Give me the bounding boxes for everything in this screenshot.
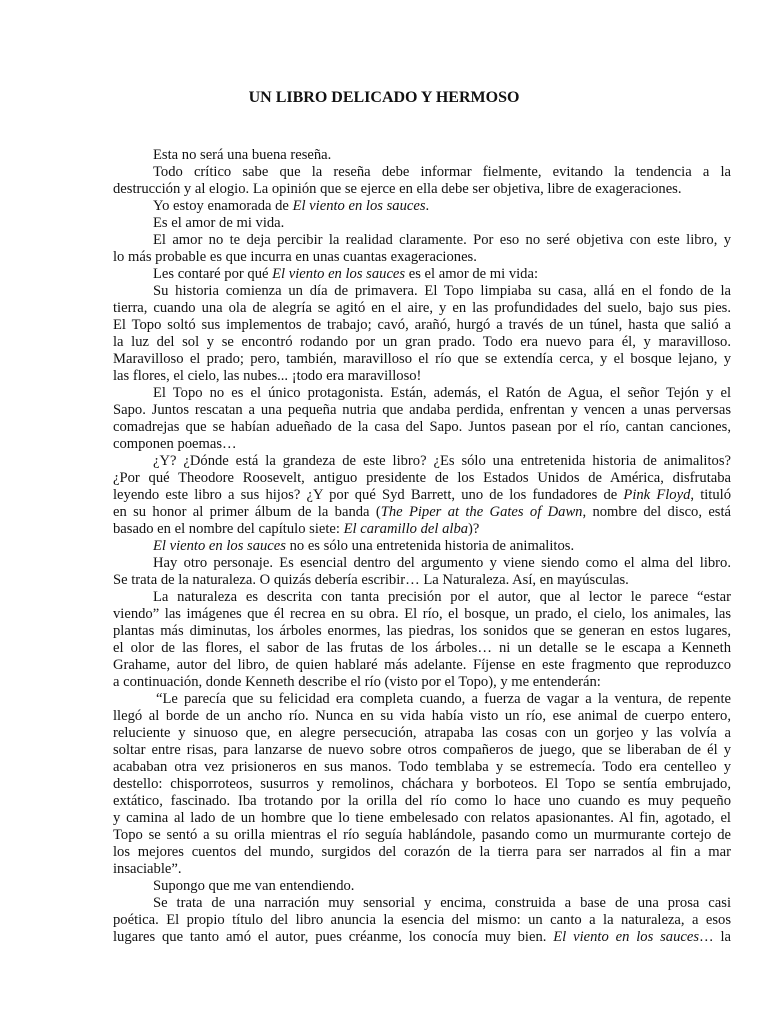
text-line <box>113 725 731 742</box>
text-segment: lugares que tanto amó el autor, pues créanme, los conocía muy bien. <box>113 929 554 945</box>
text-line <box>113 759 731 776</box>
text-segment: viendo” las imágenes que él recrea en su obra. El río, el bosque, un prado, el cielo, los animales, las <box>113 606 731 622</box>
italic-title: Pink Floyd <box>623 487 691 503</box>
text-segment: es el amor de mi vida: <box>405 266 539 282</box>
text-line <box>153 164 731 181</box>
text-segment: acababan otra vez prisioneros en sus manos. Todo temblaba y se estremecía. Todo era centelleo y <box>113 759 731 775</box>
text-line <box>113 912 731 929</box>
text-segment: ¿Por qué Theodore Roosevelt, antiguo presidente de los Estados Unidos de América, disfrutaba <box>113 470 731 486</box>
text-segment: , tituló <box>690 487 732 503</box>
text-segment: Grahame, autor del libro, de quien hablaré más adelante. Fíjense en este fragmento que reproduzco <box>113 657 731 673</box>
text-line <box>153 555 731 572</box>
text-segment: llegó al borde de un ancho río. Nunca en su vida había visto un río, ese animal de cuerpo entero, <box>113 708 731 724</box>
text-segment: en su honor al primer álbum de la banda ( <box>113 504 381 520</box>
text-segment: ¿Y? ¿Dónde está la grandeza de este libro? ¿Es sólo una entretenida historia de animalitos? <box>153 453 731 469</box>
text-line <box>113 504 731 521</box>
text-segment: componen poemas… <box>113 436 237 452</box>
text-segment: lo más probable es que incurra en unas cuantas exageraciones. <box>113 249 477 265</box>
text-line <box>113 300 731 317</box>
text-segment: La naturaleza es descrita con tanta precisión por el autor, que al lector le parece “estar <box>153 589 731 605</box>
text-line <box>153 266 731 283</box>
text-line <box>113 317 731 334</box>
text-line <box>113 827 731 844</box>
text-segment: extático, fascinado. Iba trotando por la orilla del río como lo hace uno cuando es muy pequeño <box>113 793 731 809</box>
text-segment: . <box>425 198 430 214</box>
text-segment: Topo se sentó a su orilla mientras el río seguía hablándole, pasando como un murmurante cortejo de <box>113 827 731 843</box>
text-line <box>153 283 731 300</box>
text-line <box>153 538 731 555</box>
text-line <box>153 215 731 232</box>
text-line <box>153 878 731 895</box>
text-line <box>113 351 731 368</box>
text-segment: … la <box>699 929 731 945</box>
text-line <box>113 861 731 878</box>
text-segment: Se trata de la naturaleza. O quizás debería escribir… La Naturaleza. Así, en mayúsculas. <box>113 572 629 588</box>
text-line <box>113 657 731 674</box>
italic-title: El viento en los sauces <box>553 929 700 945</box>
text-segment: soltar entre risas, para lanzarse de nuevo sobre otros compañeros de juego, que se liberaban de él y <box>113 742 731 758</box>
text-segment: Sapo. Juntos rescatan a una pequeña nutria que andaba perdida, enfrentan y vencen a unas perversas <box>113 402 731 418</box>
text-segment: insaciable”. <box>113 861 182 877</box>
italic-title: El viento en los sauces <box>272 266 406 282</box>
text-line <box>113 793 731 810</box>
text-segment: “Le parecía que su felicidad era completa cuando, a fuerza de vagar a la ventura, de repente <box>156 691 731 707</box>
text-line <box>113 368 731 385</box>
italic-title: El caramillo del alba <box>343 521 469 537</box>
text-line <box>153 198 731 215</box>
text-segment: Su historia comienza un día de primavera. El Topo limpiaba su casa, allá en el fondo de la <box>153 283 731 299</box>
text-segment: Yo estoy enamorada de <box>153 198 293 214</box>
text-line <box>113 402 731 419</box>
text-segment: Les contaré por qué <box>153 266 273 282</box>
text-line <box>113 742 731 759</box>
italic-title: El viento en los sauces <box>292 198 426 214</box>
text-line <box>113 810 731 827</box>
text-line <box>113 436 731 453</box>
text-segment: y camina al lado de un hombre que lo tiene embelesado con relatos apasionantes. Al fin, agotado, el <box>113 810 731 826</box>
italic-title: The Piper at the Gates of Dawn <box>380 504 583 520</box>
text-segment: )? <box>468 521 480 537</box>
text-segment: Todo crítico sabe que la reseña debe informar fielmente, evitando la tendencia a la <box>153 164 731 180</box>
document-title: UN LIBRO DELICADO Y HERMOSO <box>248 89 520 106</box>
text-line <box>113 606 731 623</box>
text-line <box>153 589 731 606</box>
text-line <box>113 521 731 538</box>
text-segment: no es sólo una entretenida historia de animalitos. <box>285 538 575 554</box>
text-segment: Esta no será una buena reseña. <box>153 147 332 163</box>
italic-title: El viento en los sauces <box>153 538 286 554</box>
text-line <box>153 385 731 402</box>
text-segment: leyendo este libro a sus hijos? ¿Y por qué Syd Barrett, uno de los fundadores de <box>113 487 624 503</box>
text-segment: la luz del sol y se encontró rodando por un gran prado. Todo era nuevo para él, y maravilloso. <box>113 334 731 350</box>
text-segment: tierra, cuando una ola de alegría se agitó en el aire, y en las profundidades del suelo, bajo sus pies. <box>113 300 731 316</box>
text-segment: El amor no te deja percibir la realidad claramente. Por eso no seré objetiva con este libro, y <box>153 232 731 248</box>
text-segment: reluciente y sinuoso que, en alegre persecución, atrapaba las cosas con un gorjeo y las volvía a <box>113 725 731 741</box>
text-segment: las flores, el cielo, las nubes... ¡todo era maravilloso! <box>113 368 422 384</box>
text-line <box>113 181 731 198</box>
text-line <box>113 776 731 793</box>
text-segment: Hay otro personaje. Es esencial dentro del argumento y viene siendo como el alma del libro. <box>153 555 731 571</box>
text-segment: Maravilloso el prado; pero, también, maravilloso el río que se extendía cerca, y el bosque lejano, y <box>113 351 731 367</box>
text-segment: los mejores cuentos del mundo, surgidos del corazón de la tierra para ser narrados al fin a mar <box>113 844 731 860</box>
text-segment: poética. El propio título del libro anuncia la esencia del mismo: un canto a la naturaleza, a esos <box>113 912 731 928</box>
text-segment: plantas más diminutas, los árboles enormes, las piedras, los sonidos que se generan en estos lugares, <box>113 623 731 639</box>
text-line <box>153 453 731 470</box>
text-segment: comadrejas que se habían adueñado de la casa del Sapo. Juntos pasean por el río, cantan canciones, <box>113 419 731 435</box>
text-segment: Se trata de una narración muy sensorial y encima, construida a base de una prosa casi <box>153 895 731 911</box>
text-line <box>113 487 731 504</box>
text-line <box>113 844 731 861</box>
text-segment: el olor de las flores, el sabor de las frutas de los árboles… ni un detalle se le escapa a Kenneth <box>113 640 731 656</box>
text-line <box>153 895 731 912</box>
text-line <box>113 640 731 657</box>
text-line <box>153 232 731 249</box>
text-line <box>113 623 731 640</box>
text-segment: basado en el nombre del capítulo siete: <box>113 521 344 537</box>
text-line <box>113 249 731 266</box>
text-segment: a continuación, donde Kenneth describe el río (visto por el Topo), y me entenderán: <box>113 674 601 690</box>
text-line <box>113 572 731 589</box>
text-segment: Es el amor de mi vida. <box>153 215 285 231</box>
text-segment: destello: chisporroteos, susurros y remolinos, cháchara y borboteos. El Topo se sentía embrujado, <box>113 776 731 792</box>
text-segment: destrucción y al elogio. La opinión que se ejerce en ella debe ser objetiva, libre de exageraciones. <box>113 181 682 197</box>
text-line <box>113 419 731 436</box>
text-segment: El Topo soltó sus implementos de trabajo; cavó, arañó, hurgó a través de un túnel, hasta que salió a <box>113 317 731 333</box>
text-line <box>113 334 731 351</box>
text-segment: El Topo no es el único protagonista. Están, además, el Ratón de Agua, el señor Tejón y el <box>153 385 731 401</box>
text-line <box>113 929 731 946</box>
text-line <box>156 691 731 708</box>
text-line <box>113 708 731 725</box>
text-line <box>113 674 731 691</box>
text-segment: , nombre del disco, está <box>582 504 732 520</box>
text-line <box>113 470 731 487</box>
text-line <box>153 147 731 164</box>
text-segment: Supongo que me van entendiendo. <box>153 878 355 894</box>
